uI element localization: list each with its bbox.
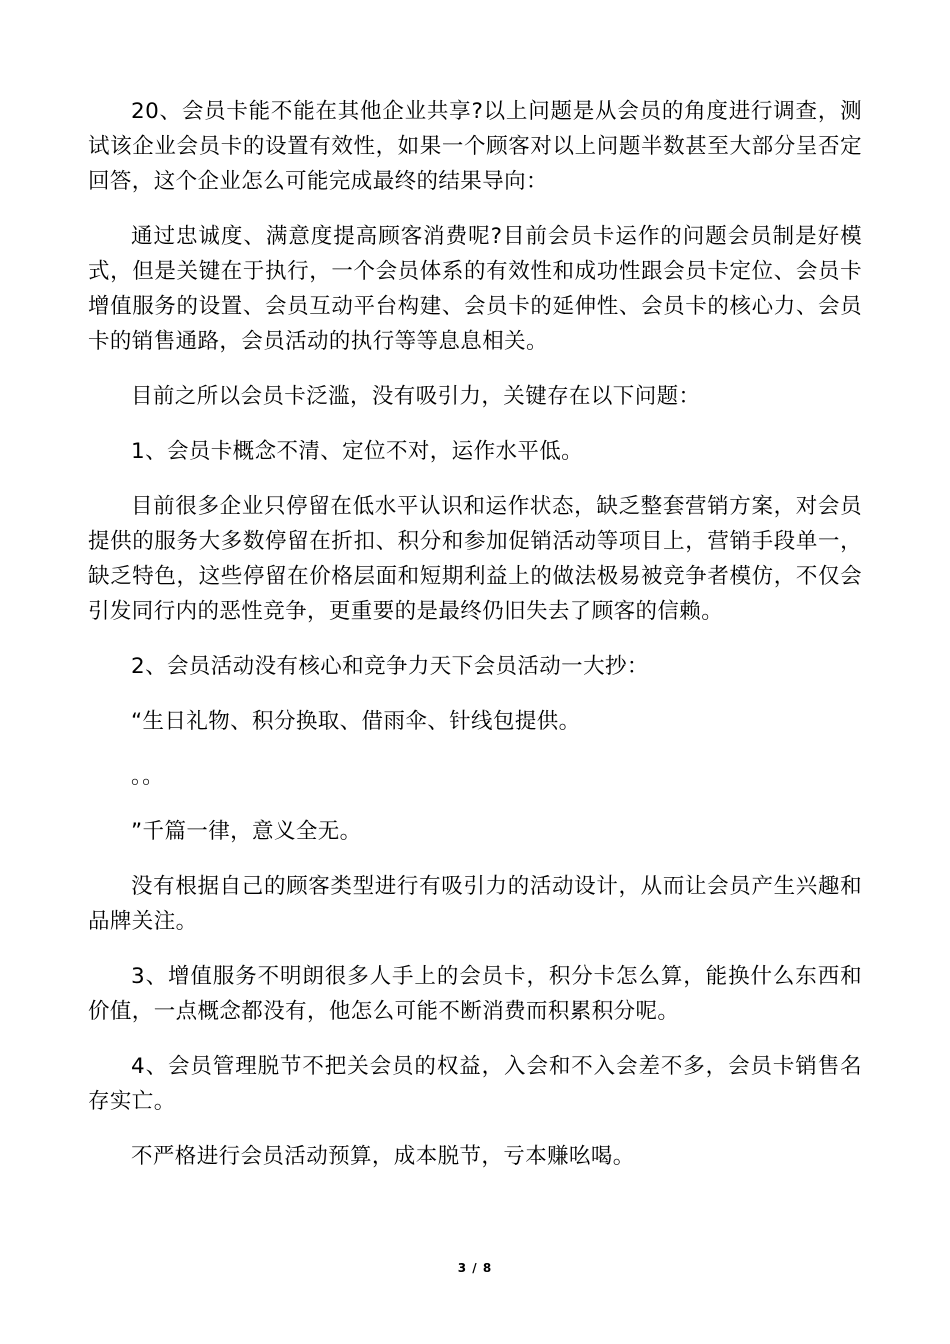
paragraph-2: 通过忠诚度、满意度提高顾客消费呢?目前会员卡运作的问题会员制是好模式，但是关键在于执行，一个会员体系的有效性和成功性跟会员卡定位、会员卡增值服务的设置、会员互动平台构建、会员卡的延伸性、会员卡的核心力、会员卡的销售通路，会员活动的执行等等息息相关。 (88, 224, 862, 354)
paragraph-13: 不严格进行会员活动预算，成本脱节，亏本赚吆喝。 (131, 1144, 635, 1169)
paragraph-6: 2、会员活动没有核心和竞争力天下会员活动一大抄： (131, 654, 649, 679)
paragraph-5: 目前很多企业只停留在低水平认识和运作状态，缺乏整套营销方案，对会员提供的服务大多数停留在折扣、积分和参加促销活动等项目上，营销手段单一，缺乏特色，这些停留在价格层面和短期利益上的做法极易被竞争者模仿，不仅会引发同行内的恶性竞争，更重要的是最终仍旧失去了顾客的信赖。 (88, 494, 862, 624)
page-number: 3 / 8 (457, 1261, 493, 1275)
document-body (88, 94, 862, 1194)
paragraph-12: 4、会员管理脱节不把关会员的权益，入会和不入会差不多，会员卡销售名存实亡。 (88, 1054, 862, 1114)
paragraph-4: 1、会员卡概念不清、定位不对，运作水平低。 (131, 439, 584, 464)
paragraph-8: 。。 (131, 764, 165, 789)
paragraph-9: ”千篇一律，意义全无。 (131, 819, 362, 844)
paragraph-3: 目前之所以会员卡泛滥，没有吸引力，关键存在以下问题： (131, 384, 701, 409)
paragraph-1: 20、会员卡能不能在其他企业共享?以上问题是从会员的角度进行调查，测试该企业会员卡的设置有效性，如果一个顾客对以上问题半数甚至大部分呈否定回答，这个企业怎么可能完成最终的结果导向： (88, 99, 862, 194)
paragraph-7: “生日礼物、积分换取、借雨伞、针线包提供。 (131, 709, 581, 734)
paragraph-11: 3、增值服务不明朗很多人手上的会员卡，积分卡怎么算，能换什么东西和价值，一点概念都没有，他怎么可能不断消费而积累积分呢。 (88, 964, 862, 1024)
paragraph-10: 没有根据自己的顾客类型进行有吸引力的活动设计，从而让会员产生兴趣和品牌关注。 (88, 874, 862, 934)
